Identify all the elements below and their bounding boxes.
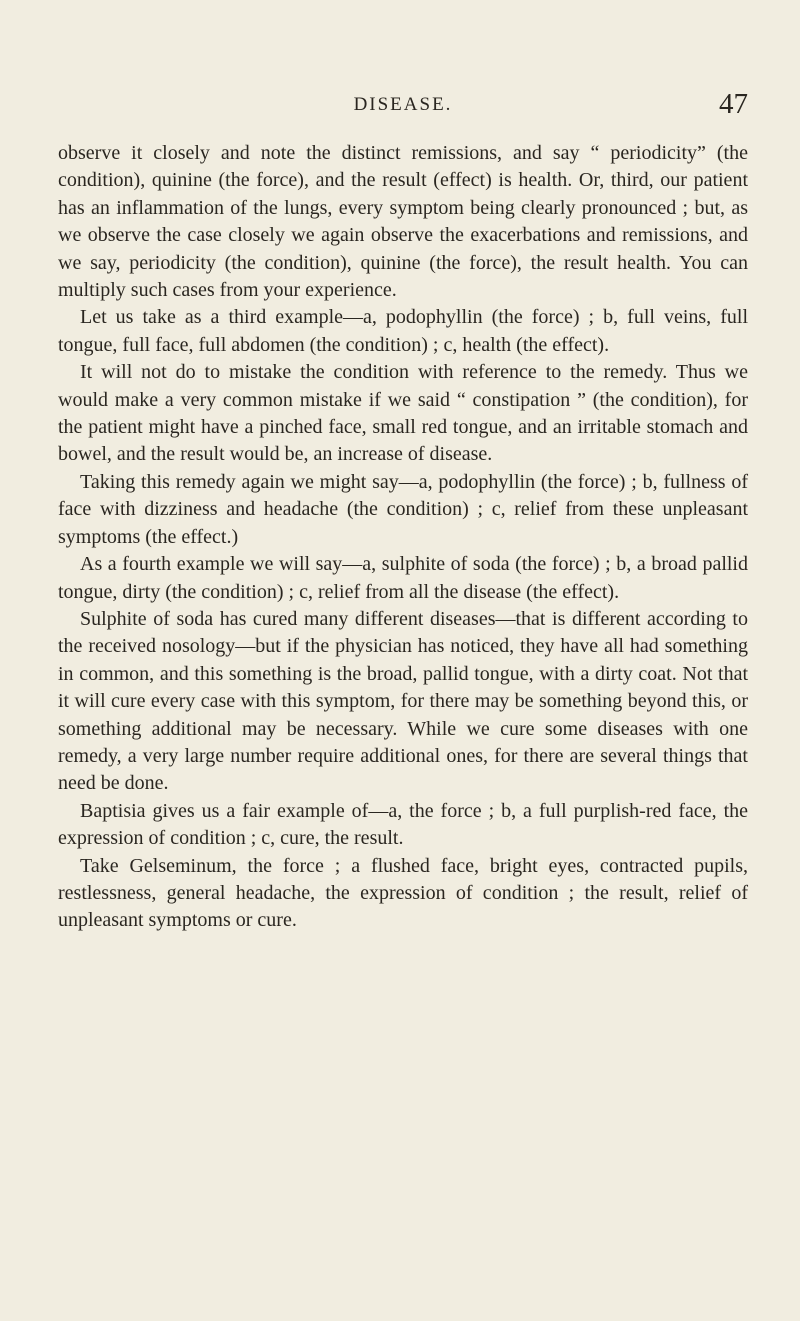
paragraph: Taking this remedy again we might say—a, podophyllin (the force) ; b, fullness of face with dizziness and headache (the condition) ; c, relief from these unpleasant symptoms (the effect.) — [58, 470, 748, 548]
paragraph: As a fourth example we will say—a, sulphite of soda (the force) ; b, a broad pallid tongue, dirty (the condition) ; c, relief from all the disease (the effect). — [58, 553, 748, 603]
paragraph: observe it closely and note the distinct remissions, and say “ periodicity” (the condition), quinine (the force), and the result (effect) is health. Or, third, our patient has an inflammation of the lungs, every symptom being clearly pronounced ; but, as we observe the case closely we again observe the exacerbations and remissions, and we say, periodicity (the condition), quinine (the force), the result health. You can multiply such cases from your experience. — [58, 142, 748, 302]
paragraph: Let us take as a third example—a, podophyllin (the force) ; b, full veins, full tongue, full face, full abdomen (the condition) ; c, health (the effect). — [58, 306, 748, 356]
paragraph: Sulphite of soda has cured many different diseases—that is different according to the received nosology—but if the physician has noticed, they have all had something in common, and this something is the broad, pallid tongue, with a dirty coat. Not that it will cure every case with this symptom, for there may be something beyond this, or something additional may be necessary. While we cure some diseases with one remedy, a very large number require additional ones, for there are several things that need be done. — [58, 607, 748, 795]
body-text — [58, 140, 748, 935]
page-number: 47 — [719, 88, 748, 120]
paragraph: It will not do to mistake the condition with reference to the remedy. Thus we would make a very common mistake if we said “ constipation ” (the condition), for the patient might have a pinched face, small red tongue, and an irritable stomach and bowel, and the result would be, an increase of disease. — [58, 361, 748, 466]
page-header — [58, 88, 748, 128]
running-title: DISEASE. — [353, 94, 453, 115]
paragraph: Take Gelseminum, the force ; a flushed face, bright eyes, contracted pupils, restlessness, general headache, the expression of condition ; the result, relief of unpleasant symptoms or cure. — [58, 854, 748, 932]
paragraph: Baptisia gives us a fair example of—a, the force ; b, a full purplish-red face, the expression of condition ; c, cure, the result. — [58, 799, 748, 850]
